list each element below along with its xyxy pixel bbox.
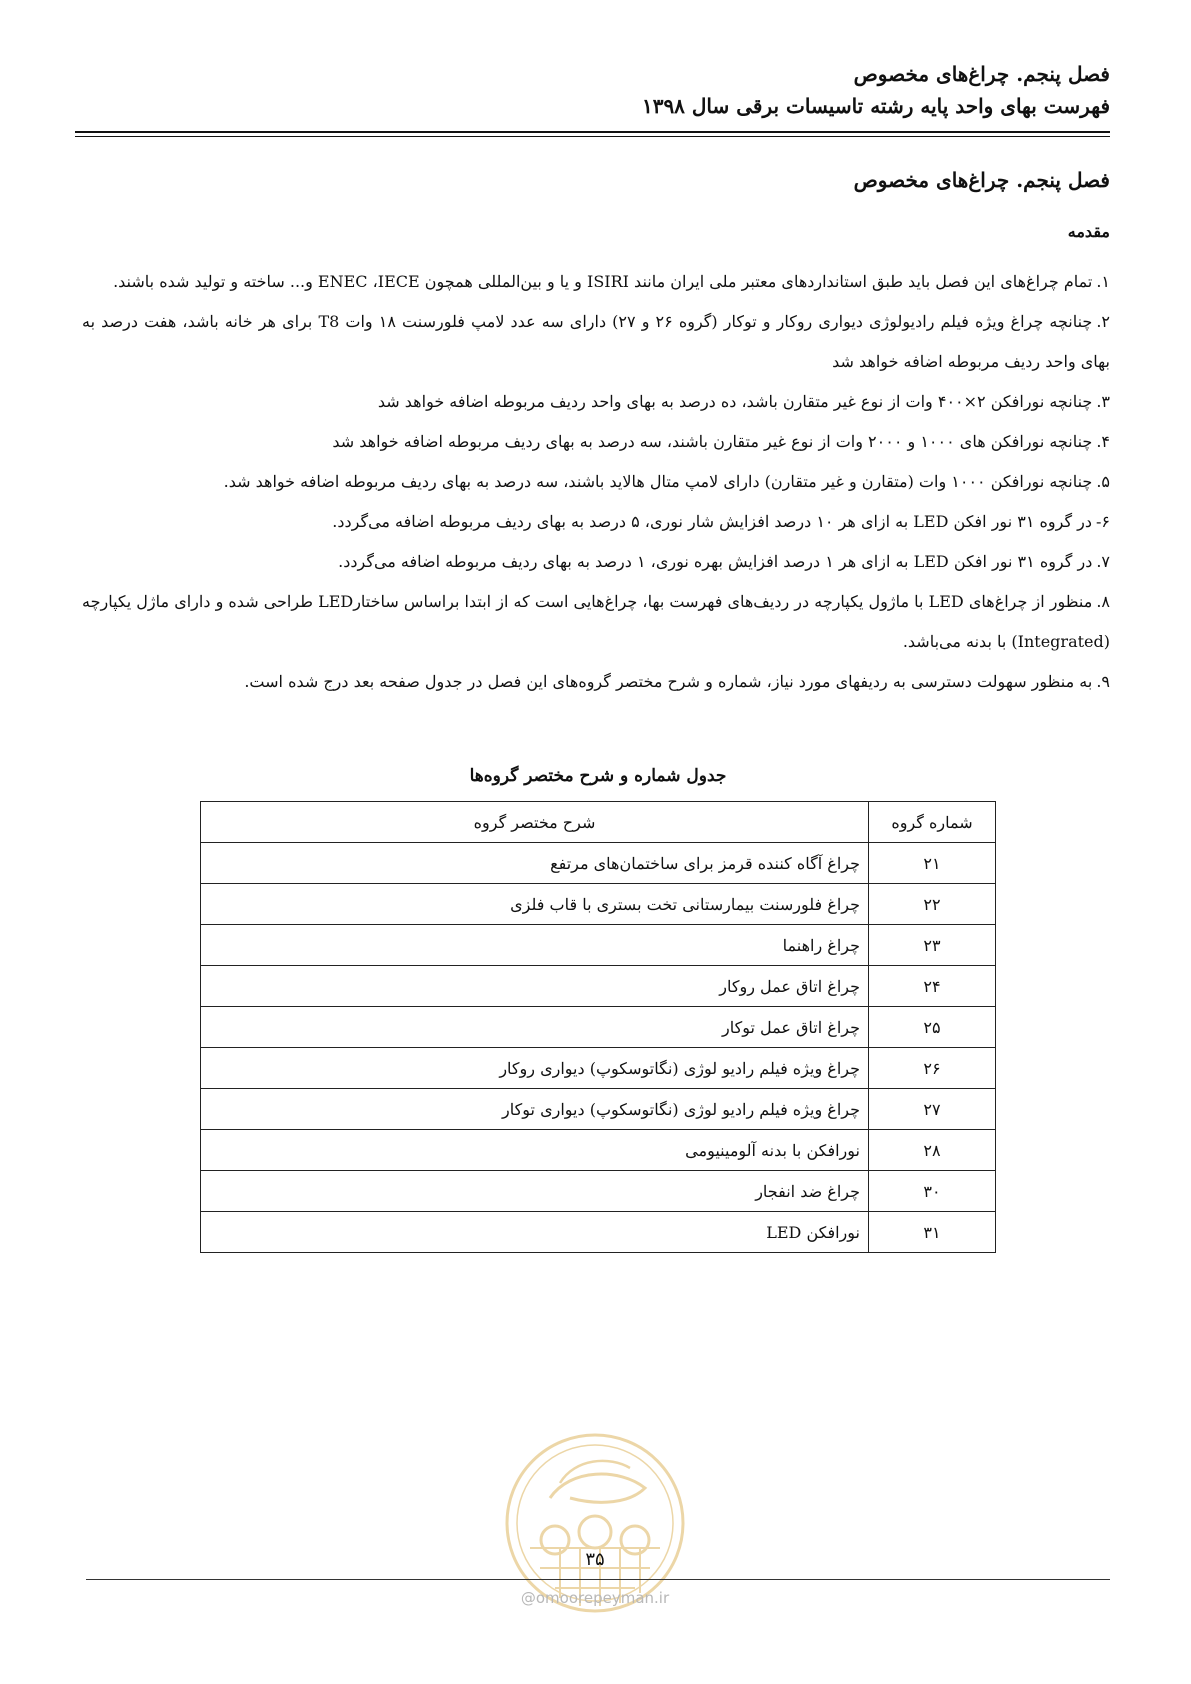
header-rule-thin [75, 136, 1110, 137]
group-number-cell: ۲۱ [869, 843, 996, 884]
column-header-group-description: شرح مختصر گروه [201, 802, 869, 843]
group-number-cell: ۲۷ [869, 1089, 996, 1130]
intro-item: ۵.چنانچه نورافکن ۱۰۰۰ وات (متقارن و غیر متقارن) دارای لامپ متال هالاید باشند، سه درصد به بهای ردیف مربوطه اضافه خواهد شد. [223, 472, 1110, 491]
table-row [201, 966, 996, 1007]
chapter-title: فصل پنجم. چراغ‌های مخصوص [853, 168, 1110, 192]
table-row [201, 1089, 996, 1130]
watermark-url: @omoorepeyman.ir [520, 1589, 670, 1607]
table-row [201, 1007, 996, 1048]
group-number-cell: ۲۸ [869, 1130, 996, 1171]
group-number-cell: ۳۱ [869, 1212, 996, 1253]
page-number: ۳۵ [585, 1549, 605, 1570]
group-number-cell: ۲۲ [869, 884, 996, 925]
column-header-group-number: شماره گروه [869, 802, 996, 843]
group-description-cell: چراغ ویژه فیلم رادیو لوژی (نگاتوسکوپ) دیواری روکار [201, 1048, 869, 1089]
group-description-cell: چراغ فلورسنت بیمارستانی تخت بستری با قاب فلزی [201, 884, 869, 925]
header-chapter-title: فصل پنجم. چراغ‌های مخصوص [853, 62, 1110, 86]
group-number-cell: ۳۰ [869, 1171, 996, 1212]
group-number-cell: ۲۳ [869, 925, 996, 966]
intro-item: ۲.چنانچه چراغ ویژه فیلم رادیولوژی دیواری روکار و توکار (گروه ۲۶ و ۲۷) دارای سه عدد لامپ فلورسنت ۱۸ وات T8 برای هر خانه باشد، هفت درصد به بهای واحد ردیف مربوطه اضافه خواهد شد [82, 312, 1111, 371]
group-description-cell: نورافکن با بدنه آلومینیومی [201, 1130, 869, 1171]
groups-table [200, 801, 996, 1253]
group-description-cell: چراغ اتاق عمل روکار [201, 966, 869, 1007]
intro-heading: مقدمه [1067, 222, 1110, 241]
table-caption: جدول شماره و شرح مختصر گروه‌ها [469, 766, 727, 786]
table-header-row [201, 802, 996, 843]
group-description-cell: چراغ ضد انفجار [201, 1171, 869, 1212]
header-document-title: فهرست بهای واحد پایه رشته تاسیسات برقی سال ۱۳۹۸ [641, 94, 1110, 118]
footer-rule [86, 1579, 1110, 1580]
group-description-cell: چراغ اتاق عمل توکار [201, 1007, 869, 1048]
table-row [201, 1130, 996, 1171]
intro-items-list [82, 262, 1110, 702]
intro-item: ۸.منظور از چراغ‌های LED با ماژول یکپارچه در ردیف‌های فهرست بها، چراغ‌هایی است که از ابتدا براساس ساختارLED طراحی شده و دارای ماژل یکپارچه (Integrated) با بدنه می‌باشد. [82, 592, 1110, 651]
intro-item: ۳.چنانچه نورافکن ۲×۴۰۰ وات از نوع غیر متقارن باشد، ده درصد به بهای واحد ردیف مربوطه اضافه خواهد شد [377, 392, 1110, 411]
table-row [201, 1212, 996, 1253]
intro-item: ۶-در گروه ۳۱ نور افکن LED به ازای هر ۱۰ درصد افزایش شار نوری، ۵ درصد به بهای ردیف مربوطه اضافه می‌گردد. [332, 512, 1110, 531]
group-description-cell: چراغ ویژه فیلم رادیو لوژی (نگاتوسکوپ) دیواری توکار [201, 1089, 869, 1130]
header-rule-thick [75, 131, 1110, 133]
table-row [201, 843, 996, 884]
page-header [75, 58, 1110, 122]
group-number-cell: ۲۶ [869, 1048, 996, 1089]
table-row [201, 1171, 996, 1212]
group-description-cell: چراغ راهنما [201, 925, 869, 966]
group-description-cell: نورافکن LED [201, 1212, 869, 1253]
intro-item: ۹.به منظور سهولت دسترسی به ردیفهای مورد نیاز، شماره و شرح مختصر گروه‌های این فصل در جدول صفحه بعد درج شده است. [244, 672, 1110, 691]
group-number-cell: ۲۴ [869, 966, 996, 1007]
intro-item: ۷.در گروه ۳۱ نور افکن LED به ازای هر ۱ درصد افزایش بهره نوری، ۱ درصد به بهای ردیف مربوطه اضافه می‌گردد. [338, 552, 1110, 571]
group-description-cell: چراغ آگاه کننده قرمز برای ساختمان‌های مرتفع [201, 843, 869, 884]
intro-item: ۴.چنانچه نورافکن های ۱۰۰۰ و ۲۰۰۰ وات از نوع غیر متقارن باشند، سه درصد به بهای ردیف مربوطه اضافه خواهد شد [332, 432, 1110, 451]
table-row [201, 884, 996, 925]
table-row [201, 1048, 996, 1089]
intro-item: ۱.تمام چراغ‌های این فصل باید طبق استانداردهای معتبر ملی ایران مانند ISIRI و یا و بین‌المللی همچون ENEC ،IECE و... ساخته و تولید شده باشند. [113, 272, 1110, 291]
group-number-cell: ۲۵ [869, 1007, 996, 1048]
table-row [201, 925, 996, 966]
